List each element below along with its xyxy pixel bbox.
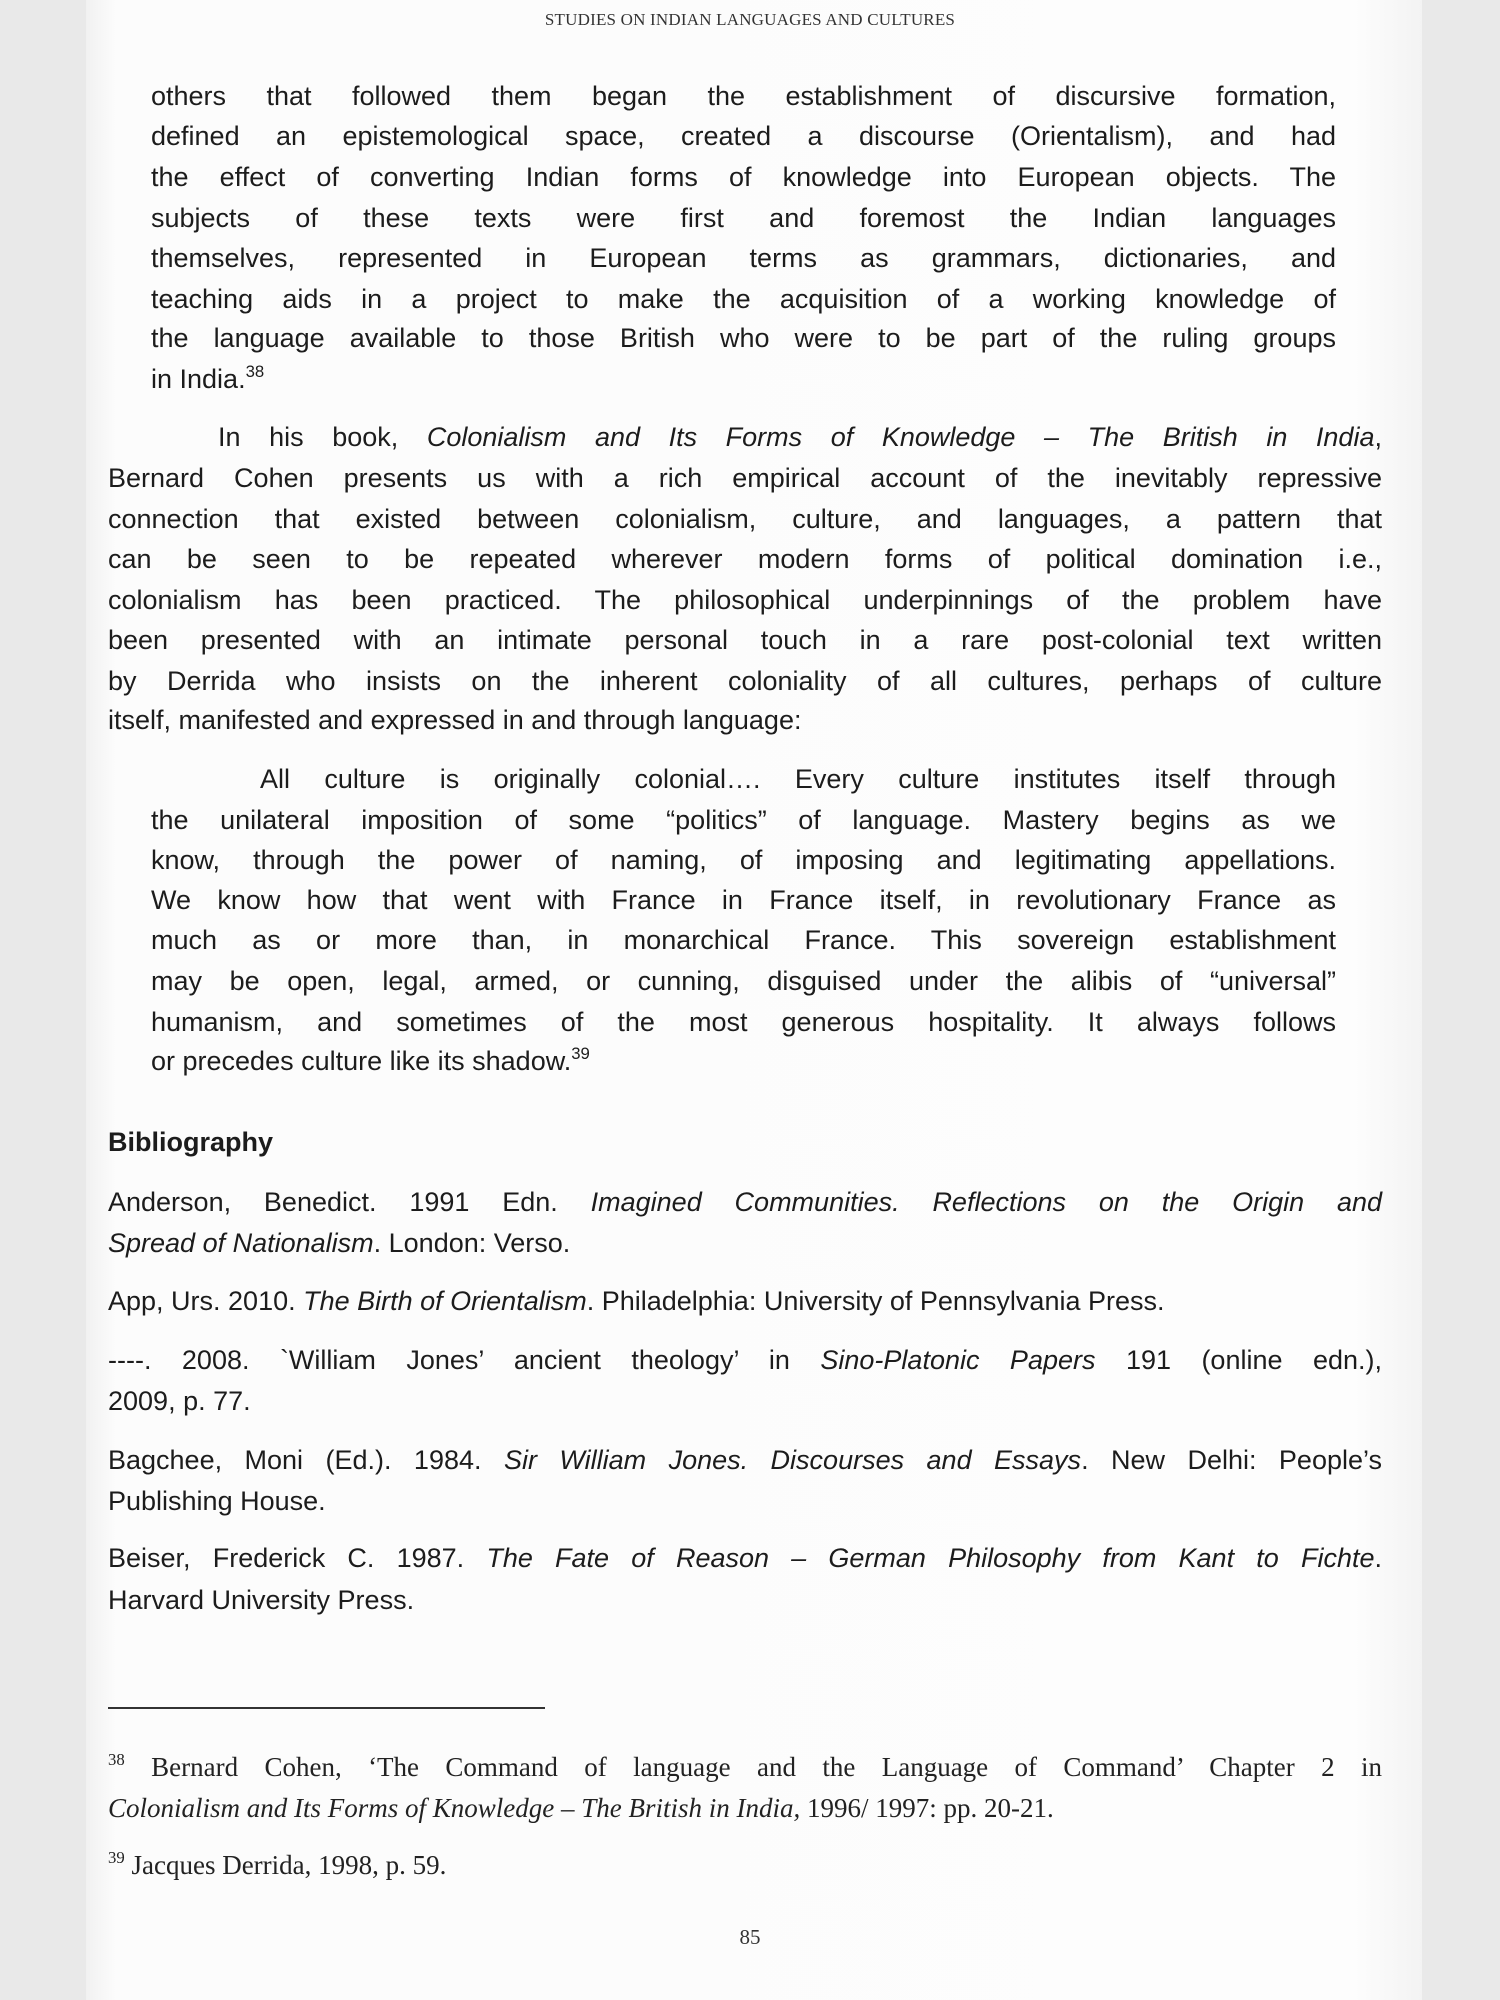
italic-title: The Fate of Reason – German Philosophy from Kant to Fichte [486,1543,1375,1573]
text-run: . London: Verso. [373,1228,571,1258]
text-run: . Philadelphia: University of Pennsylvania Press. [586,1286,1165,1316]
running-header: STUDIES ON INDIAN LANGUAGES AND CULTURES [544,10,956,29]
paragraph-line: connection that existed between colonialism, culture, and languages, a pattern that [108,504,1382,534]
bibliography-entry-line: Harvard University Press. [108,1585,415,1615]
text-run: . New Delhi: People’s [1081,1445,1383,1475]
italic-title: Spread of Nationalism [108,1228,374,1258]
paragraph-line: by Derrida who insists on the inherent coloniality of all cultures, perhaps of culture [108,666,1382,696]
paragraph-line: teaching aids in a project to make the acquisition of a working knowledge of [151,284,1336,314]
paragraph-line: colonialism has been practiced. The philosophical underpinnings of the problem have [108,585,1382,615]
text-run: In his book, [218,422,427,452]
text-run: Bagchee, Moni (Ed.). 1984. [108,1445,504,1475]
text-run: App, Urs. 2010. [108,1286,304,1316]
footnote-line [108,1749,1382,1785]
paragraph-line: the effect of converting Indian forms of knowledge into European objects. The [151,162,1336,192]
bibliography-heading: Bibliography [108,1127,274,1157]
paragraph-line: subjects of these texts were first and foremost the Indian languages [151,203,1336,233]
paragraph-line: itself, manifested and expressed in and through language: [108,705,802,735]
text-run: ----. 2008. `William Jones’ ancient theology’ in [108,1345,821,1375]
block-quote-line: may be open, legal, armed, or cunning, disguised under the alibis of “universal” [151,966,1336,996]
block-quote-line: know, through the power of naming, of imposing and legitimating appellations. [151,845,1336,875]
footnote-marker: 38 [245,362,265,382]
block-quote-line: All culture is originally colonial…. Every culture institutes itself through [260,764,1336,794]
italic-title: Sino-Platonic Papers [820,1345,1096,1375]
text-run: or precedes culture like its shadow. [151,1046,572,1076]
footnote-marker: 39 [108,1848,125,1868]
block-quote-line: humanism, and sometimes of the most generous hospitality. It always follows [151,1007,1336,1037]
italic-title: Sir William Jones. Discourses and Essays [503,1445,1082,1475]
bibliography-entry-line [108,1225,1382,1261]
paragraph-line: can be seen to be repeated wherever modern forms of political domination i.e., [108,544,1382,574]
bibliography-entry-line: 2009, p. 77. [108,1386,251,1416]
page-number: 85 [739,1925,761,1949]
paragraph-line: the language available to those British who were to be part of the ruling groups [151,323,1336,353]
footnote-separator [108,1707,545,1709]
paragraph-line [218,419,1382,455]
text-run: Beiser, Frederick C. 1987. [108,1543,487,1573]
bibliography-entry-line: Publishing House. [108,1486,326,1516]
text-run: Anderson, Benedict. 1991 Edn. [108,1187,591,1217]
bibliography-entry-line [108,1283,1382,1319]
bibliography-entry-line [108,1342,1382,1378]
paragraph-line: defined an epistemological space, created a discourse (Orientalism), and had [151,121,1336,151]
paragraph-line: been presented with an intimate personal touch in a rare post-colonial text written [108,625,1382,655]
italic-title: Imagined Communities. Reflections on the Origin and [590,1187,1383,1217]
footnote-marker: 38 [108,1750,125,1770]
footnote-line [108,1790,1382,1826]
italic-title: Colonialism and Its Forms of Knowledge – The British in India, [108,1793,801,1823]
text-run: 191 (online edn.), [1095,1345,1382,1375]
text-run: Bernard Cohen, ‘The Command of language and the Language of Command’ Chapter 2 in [124,1752,1382,1782]
block-quote-line: We know how that went with France in France itself, in revolutionary France as [151,885,1336,915]
paragraph-line: themselves, represented in European terms as grammars, dictionaries, and [151,243,1336,273]
footnote-line [108,1847,1382,1883]
block-quote-line: much as or more than, in monarchical France. This sovereign establishment [151,925,1336,955]
bibliography-entry-line [108,1540,1382,1576]
block-quote-line [151,1043,1336,1079]
text-run: in India. [151,364,246,394]
bibliography-entry-line [108,1184,1382,1220]
paragraph-line [151,361,1336,397]
text-run: , [1374,422,1382,452]
paragraph-line: others that followed them began the establishment of discursive formation, [151,81,1336,111]
text-run: Jacques Derrida, 1998, p. 59. [124,1850,447,1880]
bibliography-entry-line [108,1442,1382,1478]
text-run: . [1374,1543,1382,1573]
paragraph-line: Bernard Cohen presents us with a rich empirical account of the inevitably repressive [108,463,1382,493]
footnote-marker: 39 [571,1044,590,1064]
italic-title: The Birth of Orientalism [303,1286,587,1316]
italic-title: Colonialism and Its Forms of Knowledge – The British in India [426,422,1375,452]
text-run: 1996/ 1997: pp. 20-21. [800,1793,1054,1823]
block-quote-line: the unilateral imposition of some “politics” of language. Mastery begins as we [151,805,1336,835]
